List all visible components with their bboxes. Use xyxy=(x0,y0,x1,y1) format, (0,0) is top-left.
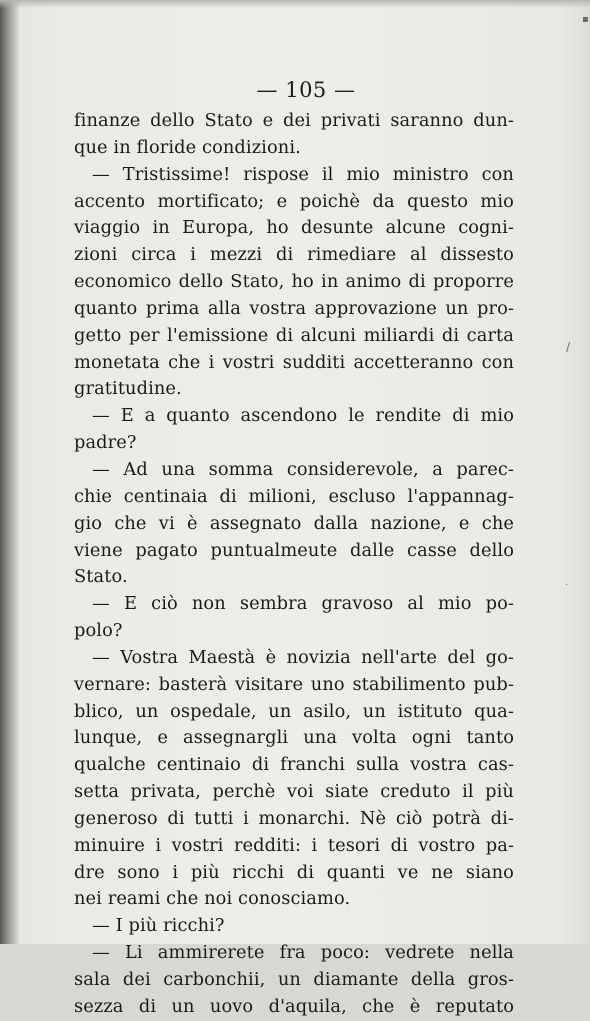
text-line: zioni circa i mezzi di rimediare al dissesto xyxy=(74,244,514,266)
margin-speck: · xyxy=(565,580,569,591)
text-line: — I più ricchi? xyxy=(92,915,225,937)
text-line: gio che vi è assegnato dalla nazione, e che xyxy=(74,512,514,534)
text-line: viene pagato puntualmeute dalle casse dello xyxy=(74,539,514,561)
text-line: Stato. xyxy=(74,566,128,588)
text-line: generoso di tutti i monarchi. Nè ciò potrà di- xyxy=(74,807,514,829)
text-line: sezza di un uovo d'aquila, che è reputato xyxy=(74,995,514,1017)
text-line: qualche centinaio di franchi sulla vostra cas- xyxy=(74,754,514,776)
page-binding-shadow xyxy=(0,0,20,944)
margin-speck: / xyxy=(566,340,571,354)
text-line: dre sono i più ricchi di quanti ve ne siano xyxy=(74,861,514,883)
text-line: accento mortificato; e poichè da questo mio xyxy=(74,190,514,212)
text-line: gratitudine. xyxy=(74,378,182,400)
text-line: chie centinaia di milioni, escluso l'appannag- xyxy=(74,485,514,507)
page-top-edge xyxy=(0,0,590,8)
page-number: — 105 — xyxy=(256,78,356,102)
text-line: blico, un ospedale, un asilo, un istituto qua- xyxy=(74,700,514,722)
text-line: getto per l'emissione di alcuni miliardi di carta xyxy=(74,324,514,346)
body-text xyxy=(74,108,514,1021)
text-line: quanto prima alla vostra approvazione un pro- xyxy=(74,297,514,319)
text-line: economico dello Stato, ho in animo di proporre xyxy=(74,271,514,293)
margin-speck: ▪ xyxy=(582,14,589,25)
text-line: setta privata, perchè voi siate creduto il più xyxy=(74,781,514,803)
text-line: monetata che i vostri sudditi accetteranno con xyxy=(74,351,514,373)
text-line: — Tristissime! rispose il mio ministro con xyxy=(92,163,514,185)
text-line: minuire i vostri redditi: i tesori di vostro pa- xyxy=(74,834,514,856)
text-line: vernare: basterà visitare uno stabilimento pub- xyxy=(74,673,514,695)
text-line: polo? xyxy=(74,620,123,642)
text-line: lunque, e assegnargli una volta ogni tanto xyxy=(74,727,514,749)
text-line: padre? xyxy=(74,432,137,454)
text-line: — Vostra Maestà è novizia nell'arte del go- xyxy=(92,646,514,668)
text-line: que in floride condizioni. xyxy=(74,136,301,158)
text-line: — Ad una somma considerevole, a parec- xyxy=(92,458,514,480)
text-line: — E a quanto ascendono le rendite di mio xyxy=(92,405,514,427)
text-line: viaggio in Europa, ho desunte alcune cogni- xyxy=(74,217,514,239)
text-line: sala dei carbonchii, un diamante della gros- xyxy=(74,969,514,990)
text-line: — E ciò non sembra gravoso al mio po- xyxy=(92,593,514,615)
text-line: — Li ammirerete fra poco: vedrete nella xyxy=(92,942,514,964)
text-line: finanze dello Stato e dei privati saranno dun- xyxy=(74,110,514,131)
text-line: nei reami che noi conosciamo. xyxy=(74,888,351,910)
